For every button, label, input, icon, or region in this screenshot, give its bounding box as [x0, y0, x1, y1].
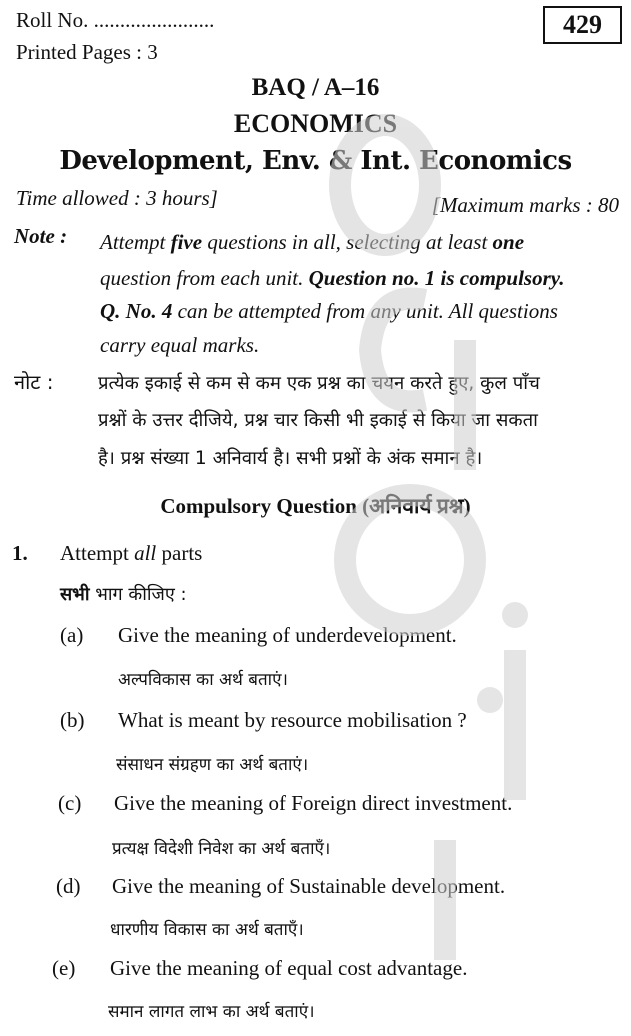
note-line: Attempt five questions in all, selecting at least one	[100, 230, 525, 254]
paper-title: Development, Env. & Int. Economics	[59, 146, 572, 176]
watermark-glyph	[477, 687, 503, 713]
part-a-text: Give the meaning of underdevelopment.	[118, 623, 457, 647]
note-label: Note :	[14, 224, 68, 248]
hindi-note-line: प्रश्नों के उत्तर दीजिये, प्रश्न चार किसी भी इकाई से किया जा सकता	[98, 410, 538, 431]
subject-title: ECONOMICS	[233, 109, 398, 138]
time-allowed: Time allowed : 3 hours]	[16, 186, 218, 210]
hindi-note-label: नोट :	[14, 370, 54, 394]
roll-number-line: Roll No. .......................	[16, 8, 215, 32]
part-d-hindi: धारणीय विकास का अर्थ बताएँ।	[110, 920, 304, 940]
note-line: question from each unit. Question no. 1 is compulsory.	[100, 266, 565, 290]
part-e-label: (e)	[52, 956, 76, 980]
question-number: 1.	[12, 541, 28, 565]
watermark-glyph	[502, 602, 528, 628]
part-e-text: Give the meaning of equal cost advantage.	[110, 956, 468, 980]
part-a-hindi: अल्पविकास का अर्थ बताएं।	[118, 670, 288, 690]
printed-pages: Printed Pages : 3	[16, 40, 158, 64]
note-line: carry equal marks.	[100, 333, 260, 357]
part-c-text: Give the meaning of Foreign direct investment.	[114, 791, 513, 815]
part-b-hindi: संसाधन संग्रहण का अर्थ बताएं।	[116, 755, 309, 775]
part-d-label: (d)	[56, 874, 81, 898]
watermark-glyph	[340, 125, 430, 245]
paper-code-box: 429	[543, 6, 622, 44]
hindi-note-line: प्रत्येक इकाई से कम से कम एक प्रश्न का चयन करते हुए, कुल पाँच	[98, 373, 540, 394]
part-a-label: (a)	[60, 623, 84, 647]
compulsory-question-heading: Compulsory Question (अनिवार्य प्रश्न)	[160, 494, 471, 518]
question-instruction: Attempt all parts	[60, 541, 203, 565]
part-c-label: (c)	[58, 791, 82, 815]
question-instruction-hindi: सभी भाग कीजिए :	[60, 584, 187, 605]
hindi-note-line: है। प्रश्न संख्या 1 अनिवार्य है। सभी प्रश्नों के अंक समान है।	[98, 448, 483, 469]
part-e-hindi: समान लागत लाभ का अर्थ बताएं।	[108, 1002, 315, 1022]
part-d-text: Give the meaning of Sustainable development.	[112, 874, 506, 898]
part-c-hindi: प्रत्यक्ष विदेशी निवेश का अर्थ बताएँ।	[112, 839, 331, 859]
maximum-marks: [Maximum marks : 80	[431, 193, 619, 217]
note-line: Q. No. 4 can be attempted from any unit. All questions	[100, 299, 558, 323]
part-b-label: (b)	[60, 708, 85, 732]
exam-code-title: BAQ / A–16	[251, 74, 380, 101]
part-b-text: What is meant by resource mobilisation ?	[118, 708, 467, 732]
